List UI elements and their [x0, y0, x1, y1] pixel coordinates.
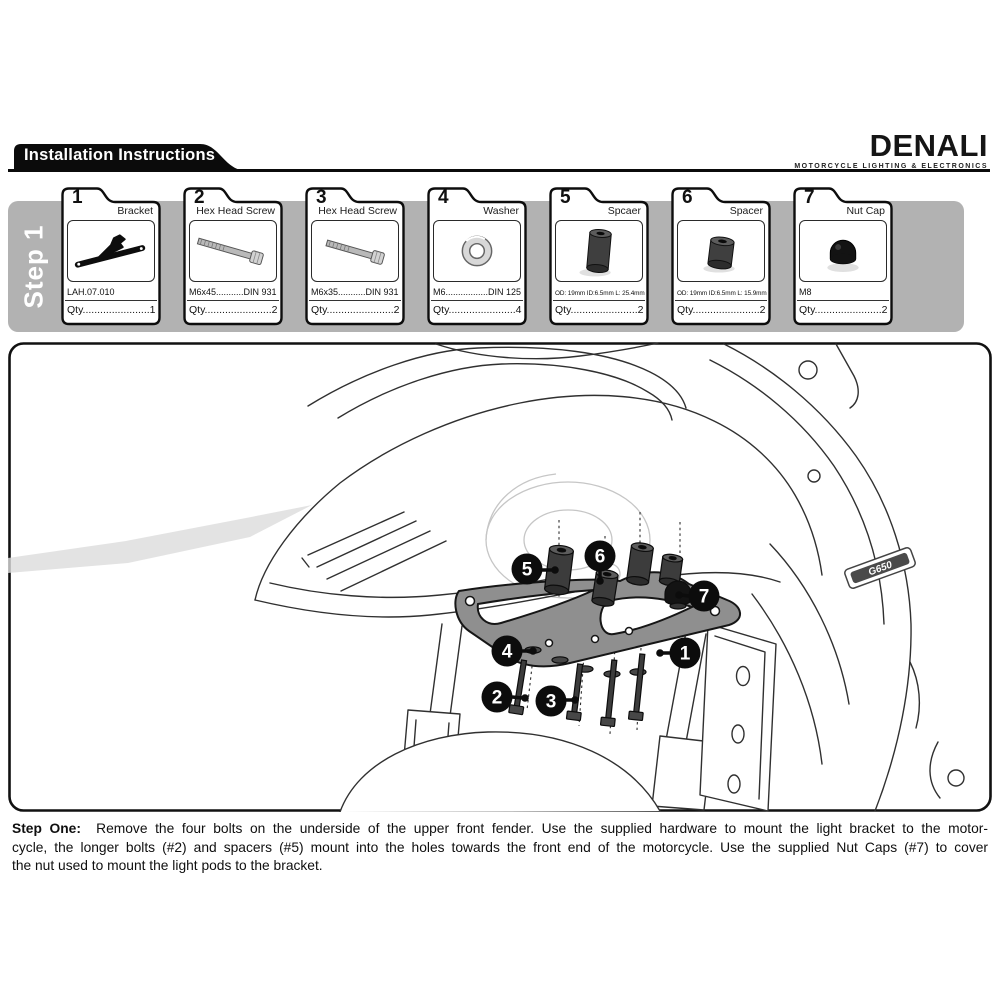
part-spec: OD: 19mm ID:6.5mm L: 25.4mm [555, 290, 645, 297]
part-image-frame [67, 220, 155, 282]
part-spec: LAH.07.010 [67, 287, 115, 297]
part-name: Washer [483, 205, 519, 217]
nut-cap-icon [800, 221, 886, 281]
part-number: 4 [438, 187, 449, 208]
part-image-frame [799, 220, 887, 282]
hex-screw-long-icon [190, 221, 276, 281]
svg-text:5: 5 [521, 559, 533, 581]
svg-text:6: 6 [594, 546, 606, 568]
spacer-tall-icon [556, 221, 642, 281]
part-number: 5 [560, 187, 571, 208]
hex-screw-short-icon [312, 221, 398, 281]
svg-text:4: 4 [501, 641, 513, 663]
part-divider [309, 300, 401, 301]
part-image-frame [677, 220, 765, 282]
part-qty: Qty.......................2 [677, 304, 766, 316]
part-divider [797, 300, 889, 301]
step-one-instructions [12, 820, 988, 876]
part-image-frame [189, 220, 277, 282]
part-name: Spcaer [607, 205, 641, 217]
part-box-hex-screw-short [304, 186, 406, 327]
instruction-line: Step One: Remove the four bolts on the underside of the upper front fender. Use the supplied hardware to mount the light bracket to the motor- [12, 821, 988, 836]
part-spec: M6x45...........DIN 931 [189, 287, 277, 297]
instruction-line: the nut used to mount the light pods to the bracket. [12, 858, 323, 874]
part-spec: M6x35...........DIN 931 [311, 287, 399, 297]
part-qty: Qty.......................2 [799, 304, 888, 316]
part-box-spacer-short [670, 186, 772, 327]
part-box-spacer-tall [548, 186, 650, 327]
part-number: 2 [194, 187, 205, 208]
part-divider [675, 300, 767, 301]
part-qty: Qty.......................2 [189, 304, 278, 316]
part-spec: M6.................DIN 125 [433, 287, 522, 297]
brand-logo [794, 130, 988, 170]
part-qty: Qty.......................4 [433, 304, 522, 316]
part-box-nut-cap [792, 186, 894, 327]
svg-text:1: 1 [679, 643, 691, 665]
part-number: 7 [804, 187, 815, 208]
part-number: 3 [316, 187, 327, 208]
part-divider [431, 300, 523, 301]
part-divider [553, 300, 645, 301]
part-divider [187, 300, 279, 301]
part-number: 1 [72, 187, 83, 208]
part-number: 6 [682, 187, 693, 208]
part-qty: Qty.......................1 [67, 304, 156, 316]
part-spec: M8 [799, 287, 812, 297]
brand-tagline: MOTORCYCLE LIGHTING & ELECTRONICS [794, 163, 988, 170]
svg-text:3: 3 [545, 691, 557, 713]
part-image-frame [311, 220, 399, 282]
page-title: Installation Instructions [24, 146, 216, 164]
part-name: Bracket [117, 205, 153, 217]
part-divider [65, 300, 157, 301]
brand-name: DENALI [869, 128, 988, 163]
part-image-frame [433, 220, 521, 282]
part-name: Hex Head Screw [196, 205, 275, 217]
part-spec: OD: 19mm ID:6.5mm L: 15.9mm [677, 290, 767, 297]
step-one-heading: Step One: [12, 821, 81, 836]
part-name: Spacer [729, 205, 763, 217]
part-name: Nut Cap [846, 205, 885, 217]
part-box-bracket [60, 186, 162, 327]
part-box-washer [426, 186, 528, 327]
part-name: Hex Head Screw [318, 205, 397, 217]
part-qty: Qty.......................2 [555, 304, 644, 316]
svg-text:2: 2 [491, 687, 503, 709]
spacer-short-part [591, 569, 618, 608]
part-qty: Qty.......................2 [311, 304, 400, 316]
svg-text:7: 7 [698, 586, 710, 608]
spacer-short-icon [678, 221, 764, 281]
instruction-line: cycle, the longer bolts (#2) and spacers (#5) mount into the holes towards the front end of the motorcycle. Use the supplied Nut Caps (#7) to cover [12, 839, 988, 855]
bracket-part-icon [68, 221, 154, 281]
part-box-hex-screw-long [182, 186, 284, 327]
installation-diagram [8, 342, 992, 812]
washer-icon [434, 221, 520, 281]
step-tab [8, 201, 60, 332]
model-badge-label: G650 [866, 559, 894, 579]
part-image-frame [555, 220, 643, 282]
step-tab-label: Step 1 [18, 224, 49, 309]
